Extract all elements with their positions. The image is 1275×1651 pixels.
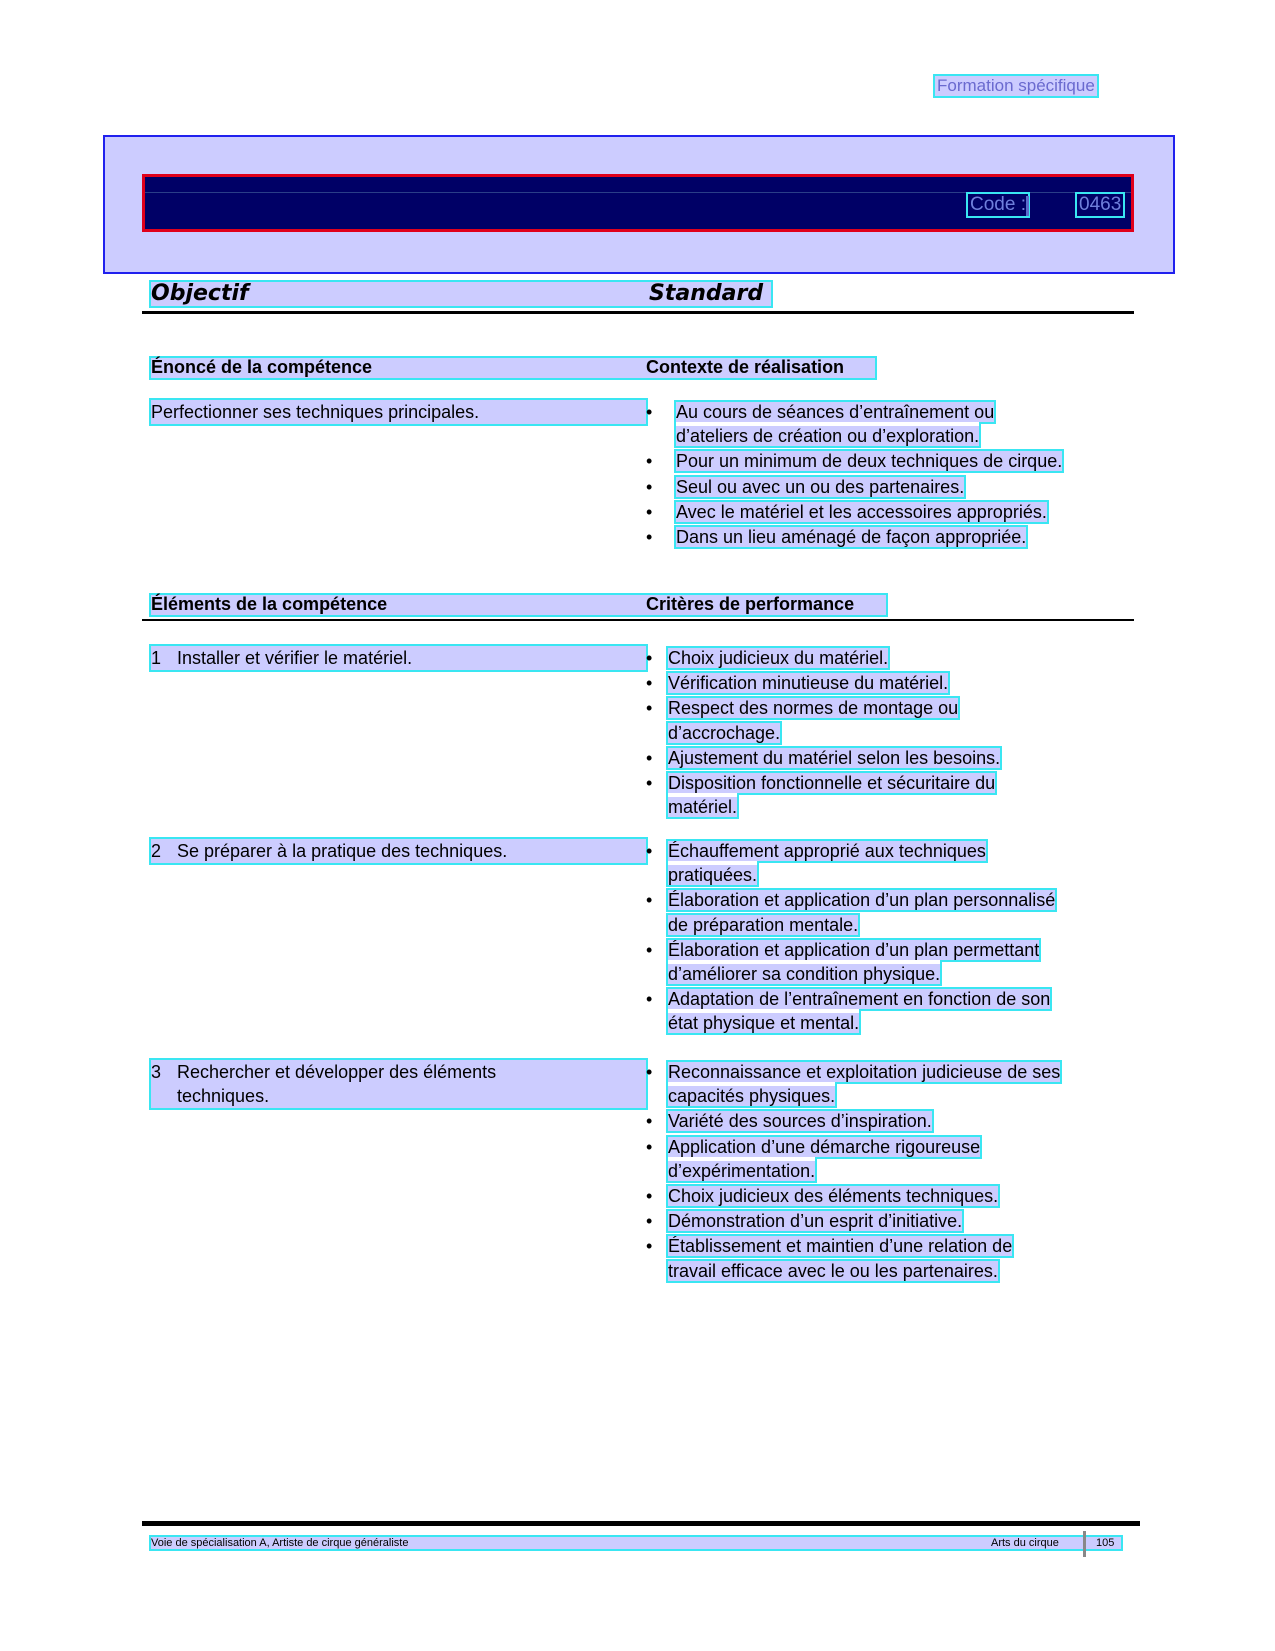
- column-titles-rule: [142, 311, 1134, 314]
- element-text: Se préparer à la pratique des techniques.: [177, 841, 508, 861]
- element-1: [151, 646, 646, 670]
- contexte-item-text: Avec le matériel et les accessoires appropriés.: [676, 501, 1047, 522]
- code-separator: [1026, 196, 1029, 216]
- footer-page-number: 105: [1096, 1537, 1115, 1549]
- contexte-list: [646, 400, 1062, 550]
- contexte-item: [646, 500, 1062, 524]
- element-3: [151, 1060, 646, 1108]
- criterion-text: Application d’une démarche rigoureuse d’expérimentation.: [668, 1136, 981, 1181]
- criterion-text: Vérification minutieuse du matériel.: [668, 673, 949, 694]
- element-text: techniques.: [177, 1086, 270, 1106]
- contexte-item-text: Dans un lieu aménagé de façon appropriée.: [676, 527, 1027, 548]
- criterion-item: [646, 771, 1000, 819]
- contexte-item-text: Pour un minimum de deux techniques de cirque.: [676, 451, 1063, 472]
- section-label: Formation spécifique: [937, 76, 1095, 95]
- footer-separator: [1083, 1531, 1086, 1557]
- code-value: 0463: [1079, 194, 1122, 215]
- element-text: Installer et vérifier le matériel.: [177, 648, 413, 668]
- footer-right-text: Arts du cirque: [991, 1537, 1059, 1549]
- element-2: [151, 839, 646, 863]
- contexte-item: [646, 475, 1062, 499]
- criterion-text: Adaptation de l’entraînement en fonction de son état physique et mental.: [668, 989, 1051, 1034]
- contexte-item: [646, 449, 1062, 473]
- criteria-list-1: [646, 646, 1000, 820]
- contexte-item: [646, 400, 1062, 448]
- criterion-item: [646, 1184, 1060, 1208]
- criteria-list-2: [646, 839, 1055, 1037]
- footer: [151, 1537, 1121, 1549]
- criterion-text: Choix judicieux des éléments techniques.: [668, 1186, 999, 1207]
- contexte-label: Contexte de réalisation: [646, 357, 845, 377]
- contexte-item-text: Seul ou avec un ou des partenaires.: [676, 476, 965, 497]
- criterion-text: Choix judicieux du matériel.: [668, 648, 889, 668]
- criterion-item: [646, 1060, 1060, 1108]
- objectif-title: Objectif: [151, 281, 249, 306]
- criterion-item: [646, 987, 1055, 1035]
- standard-title: Standard: [649, 281, 764, 306]
- criteres-label: Critères de performance: [646, 594, 855, 614]
- criterion-item: [646, 1209, 1060, 1233]
- criterion-text: Échauffement approprié aux techniques pratiquées.: [668, 841, 986, 886]
- criterion-text: Élaboration et application d’un plan personnalisé de préparation mentale.: [668, 890, 1056, 935]
- criterion-item: [646, 1234, 1060, 1282]
- criterion-text: Démonstration d’un esprit d’initiative.: [668, 1211, 963, 1232]
- code-label: Code :: [970, 194, 1026, 215]
- criterion-item: [646, 646, 1000, 670]
- element-number: 1: [151, 648, 162, 668]
- criterion-item: [646, 671, 1000, 695]
- criterion-item: [646, 696, 1000, 744]
- enonce-text: Perfectionner ses techniques principales.: [151, 400, 646, 424]
- element-number: 3: [151, 1062, 162, 1082]
- criterion-text: Respect des normes de montage ou d’accrochage.: [668, 698, 959, 743]
- footer-rule: [142, 1521, 1140, 1526]
- criterion-item: [646, 839, 1055, 887]
- criterion-item: [646, 1135, 1060, 1183]
- criteria-list-3: [646, 1060, 1060, 1284]
- element-text: Rechercher et développer des éléments: [177, 1062, 497, 1082]
- enonce-label: Énoncé de la compétence: [151, 357, 373, 377]
- criterion-text: Reconnaissance et exploitation judicieuse de ses capacités physiques.: [668, 1062, 1061, 1107]
- criterion-text: Ajustement du matériel selon les besoins.: [668, 747, 1001, 768]
- criterion-item: [646, 938, 1055, 986]
- criterion-text: Élaboration et application d’un plan permettant d’améliorer sa condition physique.: [668, 939, 1040, 985]
- title-bar-divider: [145, 192, 1131, 193]
- criterion-text: Disposition fonctionnelle et sécuritaire du matériel.: [668, 773, 996, 818]
- elements-label: Éléments de la compétence: [151, 594, 388, 614]
- contexte-item-text: Au cours de séances d’entraînement ou d’ateliers de création ou d’exploration.: [676, 402, 995, 447]
- elements-criteres-header: [151, 595, 886, 615]
- footer-left-text: Voie de spécialisation A, Artiste de cirque généraliste: [151, 1537, 409, 1549]
- element-number: 2: [151, 841, 162, 861]
- criterion-text: Établissement et maintien d’une relation de travail efficace avec le ou les partenaires.: [668, 1236, 1013, 1281]
- column-titles: [151, 282, 771, 306]
- criterion-text: Variété des sources d’inspiration.: [668, 1111, 932, 1132]
- enonce-contexte-header: [151, 358, 875, 378]
- criterion-item: [646, 888, 1055, 936]
- elements-rule: [142, 619, 1134, 621]
- criterion-item: [646, 1109, 1060, 1133]
- contexte-item: [646, 525, 1062, 549]
- criterion-item: [646, 746, 1000, 770]
